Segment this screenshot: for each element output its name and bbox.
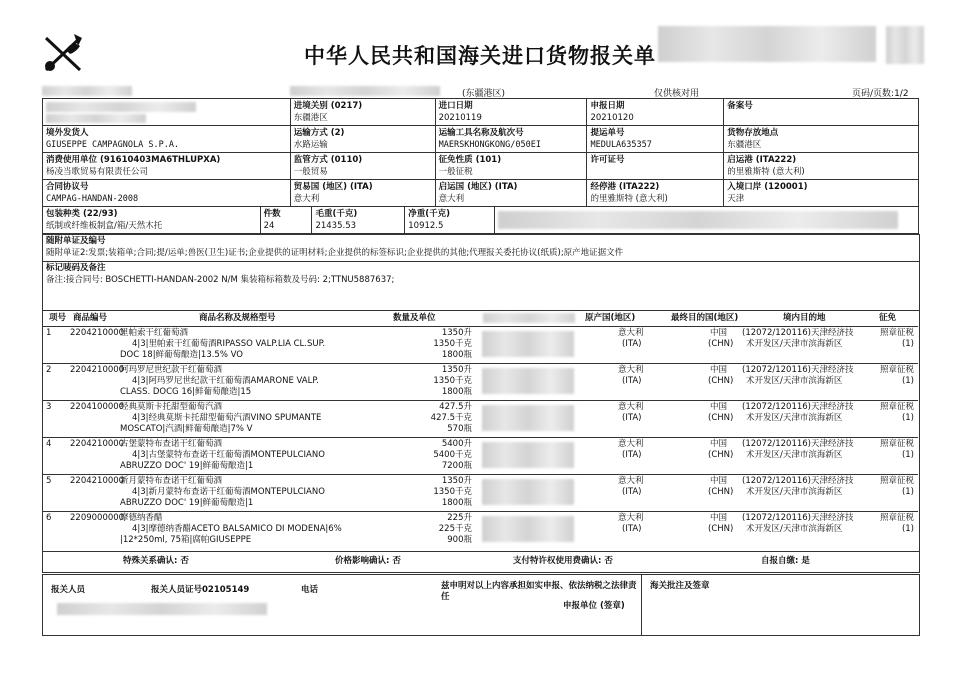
redacted-declarant-unit (57, 603, 267, 615)
package-row (42, 206, 919, 234)
goods-qty-bottles: 900瓶 (447, 535, 472, 545)
goods-origin: 意大利 (618, 365, 644, 375)
goods-spec-line1: 4|3|摩德纳香醋ACETO BALSAMICO DI MODENA|6% (132, 524, 342, 534)
page-number: 页码/页数:1/2 (852, 89, 909, 99)
tax-value: 一般征税 (438, 167, 473, 177)
goods-dest-code: (CHN) (708, 413, 734, 423)
dep-port-value: 的里雅斯特 (意大利) (727, 167, 805, 177)
goods-name: 古堡蒙特布查诺干红葡萄酒 (120, 439, 223, 449)
pack-label: 包装种类 (22/93) (46, 209, 118, 219)
goods-qty-bottles: 1800瓶 (441, 387, 472, 397)
goods-qty-bottles: 1800瓶 (441, 350, 472, 360)
marks-value: 备注:接合同号: BOSCHETTI-HANDAN-2002 N/M 集装箱标箱数及号码: 2;TTNU5887637; (46, 275, 395, 285)
bl-value: MEDULA635357 (590, 140, 652, 150)
goods-spec-line2: CLASS. DOCG 16|鲜葡萄酿造|15 (120, 387, 252, 397)
redacted-price (482, 516, 574, 542)
goods-domestic-2: 术开发区/天津市滨海新区 (746, 413, 843, 423)
redacted-price (482, 442, 574, 468)
declaration-header-table (42, 98, 919, 207)
verify-note: 仅供核对用 (654, 89, 700, 99)
goods-dest: 中国 (710, 513, 728, 523)
goods-spec-line1: 4|3|里帕索干红葡萄酒RIPASSO VALP.LIA CL.SUP. (132, 339, 326, 349)
goods-levy: 照章征税 (879, 513, 914, 523)
goods-domestic-2: 术开发区/天津市滨海新区 (746, 450, 843, 460)
goods-domestic-1: (12072/120116)天津经济技 (742, 439, 854, 449)
goods-code: 2204210000 (70, 328, 125, 338)
trade-country-value: 意大利 (293, 194, 320, 204)
phone-label: 电话 (301, 585, 319, 595)
pieces-label: 件数 (263, 209, 281, 219)
goods-qty-kg: 1350千克 (433, 339, 472, 349)
supervision-value: 一般贸易 (293, 167, 328, 177)
import-date-value: 20210119 (438, 113, 482, 123)
footer-right (641, 574, 920, 636)
goods-row (42, 474, 918, 512)
goods-qty-kg: 5400千克 (433, 450, 472, 460)
goods-row (42, 363, 918, 401)
goods-qty-kg: 225千克 (438, 524, 472, 534)
goods-origin-code: (ITA) (622, 339, 642, 349)
goods-qty-liters: 427.5升 (439, 402, 472, 412)
customs-stamp-label: 海关批注及签章 (650, 581, 710, 591)
goods-qty-liters: 1350升 (441, 328, 472, 338)
origin-country-label: 启运国 (地区) (ITA) (438, 182, 518, 192)
goods-domestic-1: (12072/120116)天津经济技 (742, 365, 854, 375)
goods-levy: 照章征税 (879, 476, 914, 486)
goods-spec-line1: 4|3|经典莫斯卡托甜型葡萄汽酒VINO SPUMANTE (132, 413, 322, 423)
goods-levy-code: (1) (901, 450, 914, 460)
col-name: 商品名称及规格型号 (199, 313, 276, 323)
goods-domestic-1: (12072/120116)天津经济技 (742, 476, 854, 486)
goods-levy: 照章征税 (879, 439, 914, 449)
goods-levy-code: (1) (901, 376, 914, 386)
goods-qty-liters: 5400升 (441, 439, 472, 449)
self-pay: 自报自缴: 是 (761, 556, 810, 566)
goods-row (42, 511, 918, 549)
goods-origin: 意大利 (618, 439, 644, 449)
goods-domestic-1: (12072/120116)天津经济技 (742, 513, 854, 523)
net-label: 净重(千克) (408, 209, 451, 219)
customs-port: (东疆港区) (462, 89, 506, 99)
net-value: 10912.5 (408, 221, 444, 231)
royalty-confirm: 支付特许权使用费确认: 否 (513, 556, 613, 566)
consignor-label: 境外发货人 (46, 128, 89, 138)
dep-port-label: 启运港 (ITA222) (727, 155, 797, 165)
redacted-price (482, 368, 574, 394)
goods-row (42, 400, 918, 438)
goods-name: 阿玛罗尼世纪款干红葡萄酒 (120, 365, 223, 375)
pack-value: 纸制或纤维板制盒/箱/天然木托 (46, 221, 163, 231)
goods-levy: 照章征税 (879, 365, 914, 375)
goods-code: 2209000000 (70, 513, 125, 523)
goods-name: 经典莫斯卡托甜型葡萄汽酒 (120, 402, 223, 412)
goods-levy-code: (1) (901, 339, 914, 349)
consumer-label: 消费使用单位 (91610403MA6THLUPXA) (46, 155, 221, 165)
goods-dest-code: (CHN) (708, 376, 734, 386)
declare-date-label: 申报日期 (590, 101, 625, 111)
goods-qty-liters: 1350升 (441, 365, 472, 375)
redacted-barcode (658, 26, 876, 62)
document-title: 中华人民共和国海关进口货物报关单 (304, 44, 656, 68)
pieces-value: 24 (263, 221, 275, 231)
goods-dest-code: (CHN) (708, 487, 734, 497)
docs-label: 随附单证及编号 (46, 236, 106, 246)
docs-value: 随附单证2:发票;装箱单;合同;提/运单;兽医(卫生)证书;企业提供的证明材料;企业提供的标签标识;企业提供的其他;代理报关委托协议(纸质);原产地证据文件 (46, 248, 624, 258)
goods-spec-line1: 4|3|阿玛罗尼世纪款干红葡萄酒AMARONE VALP. (132, 376, 319, 386)
docs-section (42, 234, 920, 262)
goods-code: 2204210000 (70, 439, 125, 449)
goods-dest: 中国 (710, 476, 728, 486)
redacted-price-header (483, 313, 575, 323)
gross-label: 毛重(千克) (315, 209, 358, 219)
goods-origin-code: (ITA) (622, 487, 642, 497)
goods-no: 2 (46, 365, 52, 375)
col-no: 项号 (49, 313, 67, 323)
goods-levy-code: (1) (901, 413, 914, 423)
goods-dest: 中国 (710, 402, 728, 412)
goods-origin-code: (ITA) (622, 450, 642, 460)
goods-no: 3 (46, 402, 52, 412)
col-origin: 原产国(地区) (585, 313, 636, 323)
redacted-price (482, 479, 574, 505)
goods-domestic-2: 术开发区/天津市滨海新区 (746, 487, 843, 497)
import-date-label: 进口日期 (438, 101, 473, 111)
goods-dest: 中国 (710, 328, 728, 338)
storage-label: 货物存放地点 (727, 128, 779, 138)
goods-no: 1 (46, 328, 52, 338)
trade-country-label: 贸易国 (地区) (ITA) (293, 182, 373, 192)
goods-origin: 意大利 (618, 402, 644, 412)
vessel-label: 运输工具名称及航次号 (438, 128, 524, 138)
goods-levy-code: (1) (901, 487, 914, 497)
goods-name: 摩德纳香醋 (120, 513, 163, 523)
goods-levy: 照章征税 (879, 328, 914, 338)
col-code: 商品编号 (73, 313, 108, 323)
redacted-preentry-no (42, 86, 132, 96)
goods-spec-line2: MOSCATO|汽酒|鲜葡萄酿造|7% V (120, 424, 253, 434)
consumer-value: 杨凌当歌贸易有限责任公司 (46, 167, 149, 177)
bl-label: 提运单号 (590, 128, 625, 138)
goods-origin: 意大利 (618, 513, 644, 523)
goods-spec-line2: ABRUZZO DOC' 19|鲜葡萄酿造|1 (120, 498, 254, 508)
goods-qty-kg: 1350千克 (433, 487, 472, 497)
entry-port-value: 东疆港区 (293, 113, 328, 123)
goods-origin-code: (ITA) (622, 413, 642, 423)
goods-dest-code: (CHN) (708, 524, 734, 534)
goods-code: 2204210000 (70, 365, 125, 375)
record-no-label: 备案号 (727, 101, 753, 111)
license-label: 许可证号 (590, 155, 625, 165)
goods-no: 4 (46, 439, 52, 449)
contract-label: 合同协议号 (46, 182, 89, 192)
goods-spec-line2: |12*250ml, 75箱|腐帕GIUSEPPE (120, 535, 252, 545)
goods-domestic-2: 术开发区/天津市滨海新区 (746, 376, 843, 386)
goods-spec-line1: 4|3|古堡蒙特布查诺干红葡萄酒MONTEPULCIANO (132, 450, 325, 460)
goods-levy: 照章征税 (879, 402, 914, 412)
marks-label: 标记唛码及备注 (46, 263, 106, 273)
confirm-row (42, 551, 920, 573)
storage-value: 东疆港区 (727, 140, 762, 150)
goods-domestic-2: 术开发区/天津市滨海新区 (746, 524, 843, 534)
goods-no: 6 (46, 513, 52, 523)
goods-qty-kg: 1350千克 (433, 376, 472, 386)
goods-qty-liters: 225升 (447, 513, 472, 523)
goods-domestic-1: (12072/120116)天津经济技 (742, 402, 854, 412)
goods-qty-bottles: 1800瓶 (441, 498, 472, 508)
redacted-qr (886, 26, 924, 64)
transport-mode-label: 运输方式 (2) (293, 128, 345, 138)
redacted-company (43, 99, 291, 126)
goods-spec-line2: DOC 18|鲜葡萄酿造|13.5% VO (120, 350, 243, 360)
goods-domestic-2: 术开发区/天津市滨海新区 (746, 339, 843, 349)
tax-label: 征免性质 (101) (438, 155, 502, 165)
origin-country-value: 意大利 (438, 194, 465, 204)
goods-origin: 意大利 (618, 328, 644, 338)
consignor-value: GIUSEPPE CAMPAGNOLA S.P.A. (46, 140, 180, 150)
goods-spec-line2: ABRUZZO DOC' 19|鲜葡萄酿造|1 (120, 461, 254, 471)
col-domestic: 境内目的地 (783, 313, 826, 323)
goods-dest: 中国 (710, 439, 728, 449)
vessel-value: MAERSKHONGKONG/050EI (438, 140, 541, 150)
goods-code: 2204210000 (70, 476, 125, 486)
goods-origin-code: (ITA) (622, 524, 642, 534)
goods-spec-line1: 4|3|新月蒙特布查诺干红葡萄酒MONTEPULCIANO (132, 487, 325, 497)
special-relation: 特殊关系确认: 否 (123, 556, 189, 566)
goods-qty-bottles: 570瓶 (447, 424, 472, 434)
goods-row (42, 326, 918, 364)
redacted-freight (495, 207, 919, 234)
goods-origin: 意大利 (618, 476, 644, 486)
goods-qty-bottles: 7200瓶 (441, 461, 472, 471)
goods-qty-liters: 1350升 (441, 476, 472, 486)
declarant-label: 报关人员 (51, 585, 86, 595)
goods-name: 里帕索干红葡萄酒 (120, 328, 189, 338)
footer-left (42, 574, 642, 636)
goods-origin-code: (ITA) (622, 376, 642, 386)
entry-label: 入境口岸 (120001) (727, 182, 808, 192)
goods-dest-code: (CHN) (708, 450, 734, 460)
declare-date-value: 20210120 (590, 113, 634, 123)
redacted-entry-no (290, 86, 440, 96)
goods-no: 5 (46, 476, 52, 486)
goods-levy-code: (1) (901, 524, 914, 534)
entry-port-label: 进境关别 (0217) (293, 101, 363, 111)
transit-label: 经停港 (ITA222) (590, 182, 660, 192)
goods-dest: 中国 (710, 365, 728, 375)
unit-sign: 申报单位 (签章) (563, 601, 625, 611)
entry-value: 天津 (727, 194, 745, 204)
goods-dest-code: (CHN) (708, 339, 734, 349)
declarant-cert: 报关人员证号02105149 (151, 585, 250, 595)
price-influence: 价格影响确认: 否 (335, 556, 401, 566)
col-qty: 数量及单位 (393, 313, 436, 323)
col-levy: 征免 (879, 313, 897, 323)
legal-statement: 兹申明对以上内容承担如实申报、依法纳税之法律责任 (441, 581, 637, 602)
marks-section (42, 261, 920, 311)
goods-code: 2204100000 (70, 402, 125, 412)
supervision-label: 监管方式 (0110) (293, 155, 363, 165)
transit-value: 的里雅斯特 (意大利) (590, 194, 668, 204)
col-dest: 最终目的国(地区) (671, 313, 739, 323)
transport-mode-value: 水路运输 (293, 140, 328, 150)
goods-domestic-1: (12072/120116)天津经济技 (742, 328, 854, 338)
redacted-price (482, 405, 574, 431)
contract-value: CAMPAG-HANDAN-2008 (46, 194, 139, 204)
goods-name: 新月蒙特布查诺干红葡萄酒 (120, 476, 223, 486)
gross-value: 21435.53 (315, 221, 357, 231)
goods-qty-kg: 427.5千克 (430, 413, 472, 423)
goods-row (42, 437, 918, 475)
redacted-price (482, 331, 574, 357)
